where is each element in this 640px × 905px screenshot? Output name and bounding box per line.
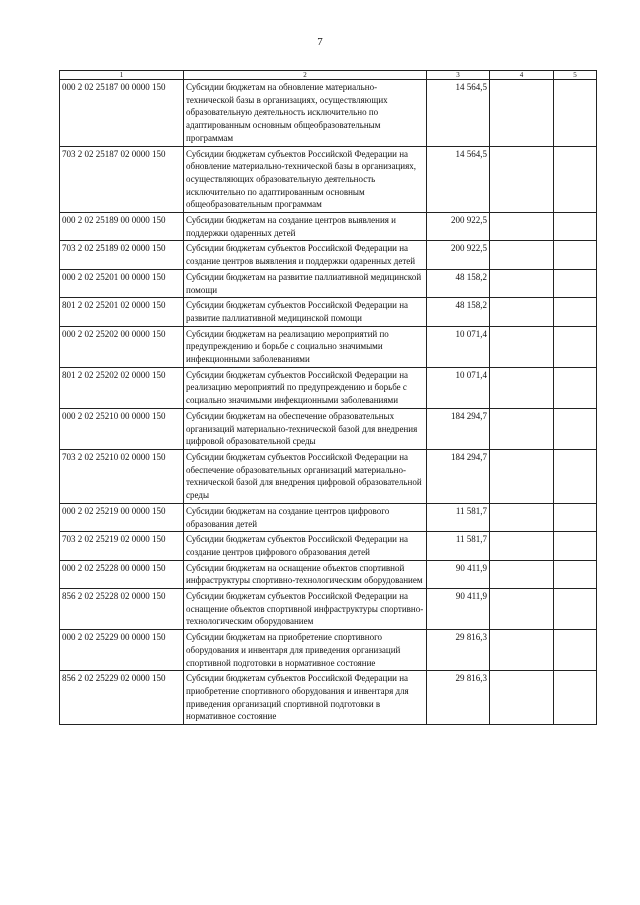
code-cell: 801 2 02 25201 02 0000 150: [60, 298, 184, 326]
column-index: 5: [554, 71, 597, 80]
empty-cell: [490, 326, 554, 367]
amount-cell: 200 922,5: [427, 241, 490, 269]
table-row: [60, 589, 597, 630]
page-number: 7: [317, 36, 323, 48]
name-cell: Субсидии бюджетам субъектов Российской Федерации на развитие паллиативной медицинской помощи: [184, 298, 427, 326]
empty-cell: [554, 298, 597, 326]
code-cell: 000 2 02 25229 00 0000 150: [60, 630, 184, 671]
table-row: [60, 560, 597, 588]
code-cell: 801 2 02 25202 02 0000 150: [60, 367, 184, 408]
code-cell: 703 2 02 25189 02 0000 150: [60, 241, 184, 269]
column-index-row: [60, 71, 597, 80]
code-cell: 856 2 02 25229 02 0000 150: [60, 671, 184, 725]
amount-cell: 90 411,9: [427, 589, 490, 630]
name-cell: Субсидии бюджетам субъектов Российской Федерации на приобретение спортивного оборудования и инвентаря для приведения организаций спортивной подготовки в нормативное состояние: [184, 671, 427, 725]
code-cell: 703 2 02 25210 02 0000 150: [60, 449, 184, 503]
code-cell: 000 2 02 25201 00 0000 150: [60, 269, 184, 297]
name-cell: Субсидии бюджетам на создание центров цифрового образования детей: [184, 503, 427, 531]
amount-cell: 48 158,2: [427, 269, 490, 297]
empty-cell: [490, 269, 554, 297]
empty-cell: [554, 367, 597, 408]
code-cell: 000 2 02 25187 00 0000 150: [60, 80, 184, 147]
name-cell: Субсидии бюджетам на реализацию мероприятий по предупреждению и борьбе с социально значимыми инфекционными заболеваниями: [184, 326, 427, 367]
column-index: 4: [490, 71, 554, 80]
name-cell: Субсидии бюджетам субъектов Российской Федерации на обеспечение образовательных организаций материально-технической базой для внедрения цифровой образовательной среды: [184, 449, 427, 503]
table-row: [60, 241, 597, 269]
table-row: [60, 630, 597, 671]
empty-cell: [554, 326, 597, 367]
name-cell: Субсидии бюджетам на обеспечение образовательных организаций материально-технической базой для внедрения цифровой образовательной среды: [184, 408, 427, 449]
name-cell: Субсидии бюджетам на приобретение спортивного оборудования и инвентаря для приведения организаций спортивной подготовки в нормативное состояние: [184, 630, 427, 671]
empty-cell: [490, 560, 554, 588]
amount-cell: 11 581,7: [427, 532, 490, 560]
name-cell: Субсидии бюджетам на развитие паллиативной медицинской помощи: [184, 269, 427, 297]
name-cell: Субсидии бюджетам субъектов Российской Федерации на оснащение объектов спортивной инфраструктуры спортивно-технологическим оборудованием: [184, 589, 427, 630]
table-row: [60, 326, 597, 367]
empty-cell: [554, 560, 597, 588]
amount-cell: 10 071,4: [427, 367, 490, 408]
name-cell: Субсидии бюджетам на создание центров выявления и поддержки одаренных детей: [184, 213, 427, 241]
empty-cell: [490, 213, 554, 241]
empty-cell: [490, 503, 554, 531]
amount-cell: 184 294,7: [427, 449, 490, 503]
budget-table-body: [60, 71, 597, 725]
name-cell: Субсидии бюджетам на обновление материально-технической базы в организациях, осуществляющих образовательную деятельность исключительно по адаптированным основным общеобразовательным программам: [184, 80, 427, 147]
name-cell: Субсидии бюджетам на оснащение объектов спортивной инфраструктуры спортивно-технологическим оборудованием: [184, 560, 427, 588]
empty-cell: [554, 671, 597, 725]
table-row: [60, 408, 597, 449]
code-cell: 000 2 02 25228 00 0000 150: [60, 560, 184, 588]
empty-cell: [554, 146, 597, 213]
empty-cell: [554, 589, 597, 630]
code-cell: 703 2 02 25187 02 0000 150: [60, 146, 184, 213]
empty-cell: [554, 503, 597, 531]
amount-cell: 14 564,5: [427, 146, 490, 213]
code-cell: 000 2 02 25202 00 0000 150: [60, 326, 184, 367]
code-cell: 703 2 02 25219 02 0000 150: [60, 532, 184, 560]
amount-cell: 48 158,2: [427, 298, 490, 326]
column-index: 3: [427, 71, 490, 80]
code-cell: 000 2 02 25189 00 0000 150: [60, 213, 184, 241]
empty-cell: [490, 241, 554, 269]
amount-cell: 29 816,3: [427, 630, 490, 671]
empty-cell: [490, 671, 554, 725]
budget-table: [59, 70, 597, 725]
column-index: 1: [60, 71, 184, 80]
column-index: 2: [184, 71, 427, 80]
table-row: [60, 503, 597, 531]
amount-cell: 200 922,5: [427, 213, 490, 241]
empty-cell: [554, 408, 597, 449]
table-row: [60, 671, 597, 725]
name-cell: Субсидии бюджетам субъектов Российской Федерации на создание центров цифрового образования детей: [184, 532, 427, 560]
amount-cell: 14 564,5: [427, 80, 490, 147]
empty-cell: [554, 213, 597, 241]
table-row: [60, 269, 597, 297]
empty-cell: [490, 80, 554, 147]
code-cell: 000 2 02 25210 00 0000 150: [60, 408, 184, 449]
amount-cell: 10 071,4: [427, 326, 490, 367]
amount-cell: 11 581,7: [427, 503, 490, 531]
empty-cell: [490, 146, 554, 213]
table-row: [60, 298, 597, 326]
name-cell: Субсидии бюджетам субъектов Российской Федерации на обновление материально-технической базы в организациях, осуществляющих образовательную деятельность исключительно по адаптированным основным общеобразовательным программам: [184, 146, 427, 213]
empty-cell: [490, 298, 554, 326]
table-row: [60, 146, 597, 213]
empty-cell: [490, 367, 554, 408]
empty-cell: [554, 532, 597, 560]
empty-cell: [490, 532, 554, 560]
name-cell: Субсидии бюджетам субъектов Российской Федерации на создание центров выявления и поддержки одаренных детей: [184, 241, 427, 269]
table-row: [60, 532, 597, 560]
code-cell: 000 2 02 25219 00 0000 150: [60, 503, 184, 531]
empty-cell: [554, 241, 597, 269]
table-row: [60, 449, 597, 503]
table-row: [60, 80, 597, 147]
empty-cell: [554, 269, 597, 297]
amount-cell: 29 816,3: [427, 671, 490, 725]
amount-cell: 90 411,9: [427, 560, 490, 588]
empty-cell: [554, 449, 597, 503]
amount-cell: 184 294,7: [427, 408, 490, 449]
empty-cell: [490, 589, 554, 630]
empty-cell: [490, 630, 554, 671]
empty-cell: [490, 408, 554, 449]
table-row: [60, 367, 597, 408]
empty-cell: [554, 80, 597, 147]
name-cell: Субсидии бюджетам субъектов Российской Федерации на реализацию мероприятий по предупреждению и борьбе с социально значимыми инфекционными заболеваниями: [184, 367, 427, 408]
empty-cell: [490, 449, 554, 503]
empty-cell: [554, 630, 597, 671]
code-cell: 856 2 02 25228 02 0000 150: [60, 589, 184, 630]
table-row: [60, 213, 597, 241]
